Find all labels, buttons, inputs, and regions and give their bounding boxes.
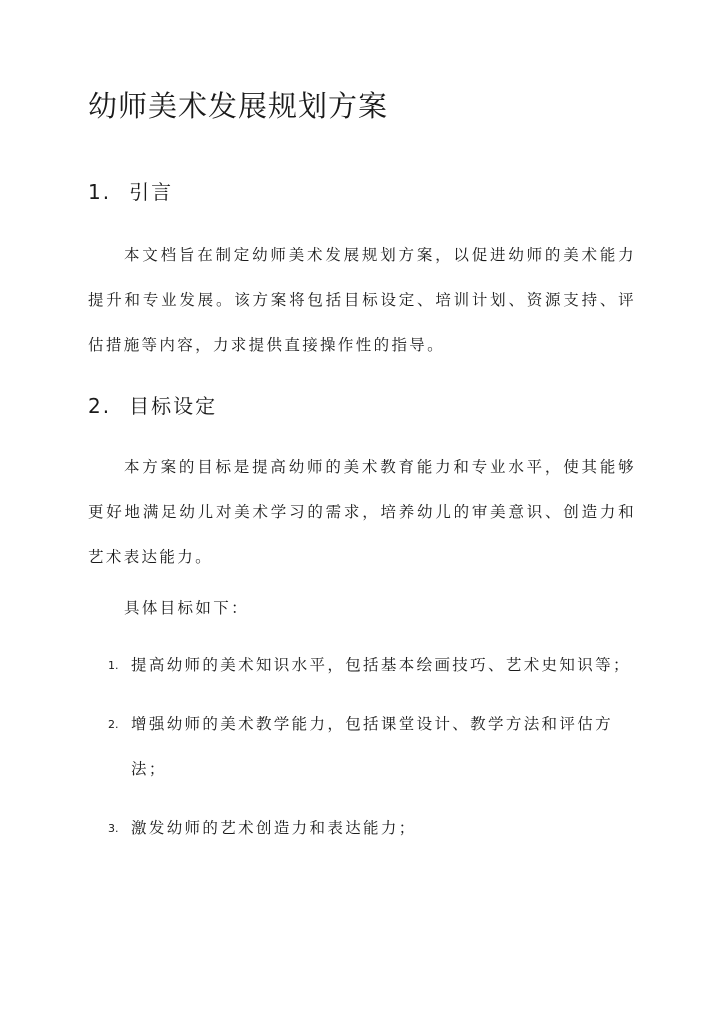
section-number: 2. [88, 394, 112, 418]
intro-paragraph: 本文档旨在制定幼师美术发展规划方案，以促进幼师的美术能力提升和专业发展。该方案将包括目标设定、培训计划、资源支持、评估措施等内容，力求提供直接操作性的指导。 [88, 246, 636, 354]
goals-list-intro: 具体目标如下： [124, 599, 249, 617]
section-heading-intro [88, 176, 173, 205]
goals-list [88, 643, 636, 865]
list-item [88, 806, 636, 851]
list-marker: 3. [108, 822, 119, 835]
list-item [88, 702, 636, 792]
document-title: 幼师美术发展规划方案 [88, 89, 389, 123]
section-title: 引言 [129, 180, 174, 204]
list-marker: 1. [108, 659, 119, 672]
goals-paragraph: 本方案的目标是提高幼师的美术教育能力和专业水平，使其能够更好地满足幼儿对美术学习的需求，培养幼儿的审美意识、创造力和艺术表达能力。 [88, 458, 636, 566]
list-item-text: 激发幼师的艺术创造力和表达能力； [131, 819, 417, 837]
section-title: 目标设定 [129, 394, 218, 418]
section-heading-goals [88, 390, 217, 419]
list-item [88, 643, 636, 688]
list-item-text: 增强幼师的美术教学能力，包括课堂设计、教学方法和评估方法； [131, 715, 613, 778]
list-item-text: 提高幼师的美术知识水平，包括基本绘画技巧、艺术史知识等； [131, 656, 631, 674]
list-marker: 2. [108, 718, 119, 731]
section-number: 1. [88, 180, 112, 204]
